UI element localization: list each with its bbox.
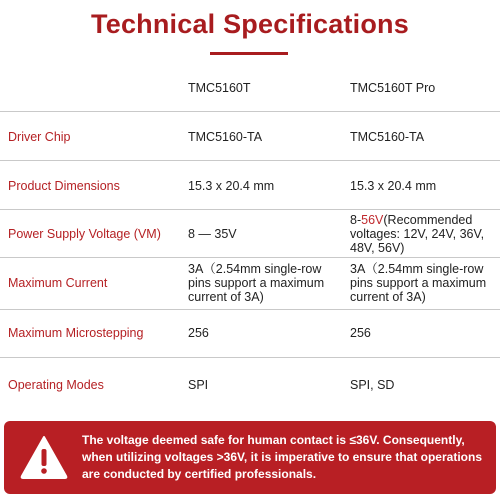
value-tmc5160t: 3A（2.54mm single-row pins support a maximum current of 3A) bbox=[188, 262, 325, 304]
row-label-power-supply-voltage: Power Supply Voltage (VM) bbox=[8, 227, 161, 241]
table-row bbox=[0, 161, 500, 210]
value-tmc5160t-pro bbox=[350, 213, 496, 255]
value-tmc5160t-pro: TMC5160-TA bbox=[350, 130, 425, 144]
row-label-driver-chip: Driver Chip bbox=[8, 130, 71, 144]
row-label-operating-modes: Operating Modes bbox=[8, 378, 104, 392]
column-header-tmc5160t: TMC5160T bbox=[188, 81, 251, 95]
voltage-prefix: 8- bbox=[350, 213, 362, 227]
value-tmc5160t: 8 — 35V bbox=[188, 227, 237, 241]
row-label-product-dimensions: Product Dimensions bbox=[8, 179, 120, 193]
warning-icon bbox=[19, 434, 69, 480]
value-tmc5160t: SPI bbox=[188, 378, 209, 392]
page-title: Technical Specifications bbox=[91, 9, 409, 39]
value-tmc5160t: 256 bbox=[188, 326, 209, 340]
safety-warning-banner bbox=[4, 421, 496, 494]
value-tmc5160t: TMC5160-TA bbox=[188, 130, 263, 144]
value-tmc5160t-pro: 256 bbox=[350, 326, 371, 340]
table-row bbox=[0, 258, 500, 310]
column-header-tmc5160t-pro: TMC5160T Pro bbox=[350, 81, 436, 95]
value-tmc5160t-pro: 3A（2.54mm single-row pins support a maximum current of 3A) bbox=[350, 262, 487, 304]
voltage-recommendation: (Recommended voltages: 12V, 24V, 36V, 48V, 56V) bbox=[350, 213, 485, 255]
voltage-highlight: 56V bbox=[361, 213, 384, 227]
table-row bbox=[0, 210, 500, 258]
value-tmc5160t-pro: 15.3 x 20.4 mm bbox=[350, 179, 437, 193]
table-row bbox=[0, 358, 500, 410]
title-underline bbox=[210, 52, 288, 55]
table-row bbox=[0, 112, 500, 161]
warning-text: The voltage deemed safe for human contact is ≤36V. Consequently, when utilizing voltages >36V, it is imperative to ensure that operations are conducted by certified professionals. bbox=[82, 433, 482, 481]
value-tmc5160t: 15.3 x 20.4 mm bbox=[188, 179, 275, 193]
row-label-maximum-current: Maximum Current bbox=[8, 276, 108, 290]
value-tmc5160t-pro: SPI, SD bbox=[350, 378, 395, 392]
table-header-row bbox=[0, 64, 500, 112]
table-row bbox=[0, 310, 500, 358]
row-label-maximum-microstepping: Maximum Microstepping bbox=[8, 326, 144, 340]
